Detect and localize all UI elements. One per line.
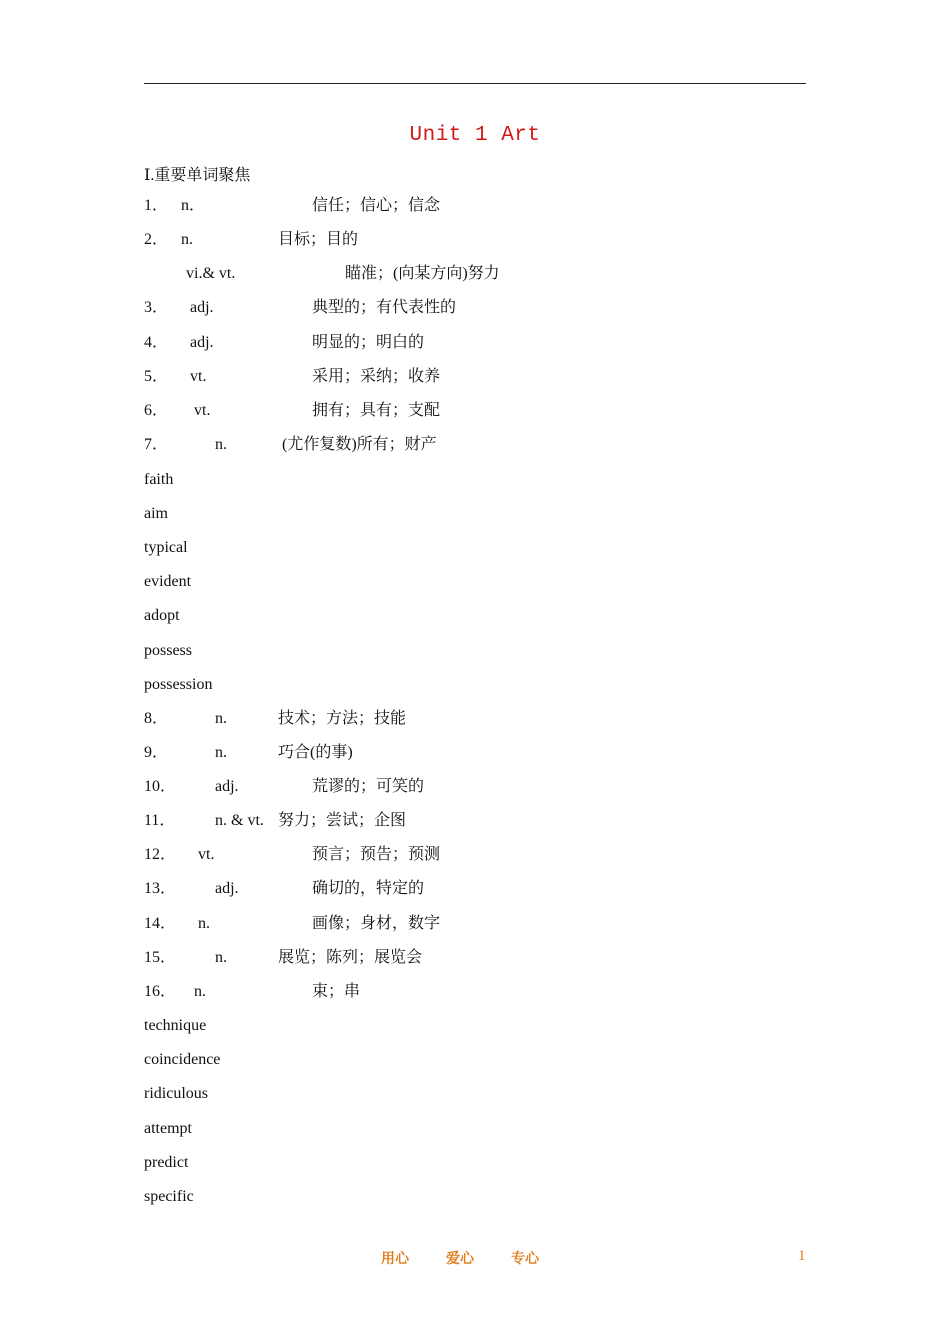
answer-word: adopt <box>144 607 180 624</box>
page-number: 1 <box>798 1248 806 1264</box>
answer-word: attempt <box>144 1120 192 1137</box>
vocab-entry-2 <box>0 229 950 251</box>
entry-meaning: 典型的；有代表性的 <box>312 299 457 316</box>
vocab-entry-15 <box>0 947 950 969</box>
entry-pos: adj. <box>190 334 214 351</box>
answer-word: aim <box>144 505 168 522</box>
document-title: Unit 1 Art <box>409 124 541 147</box>
entry-pos: adj. <box>190 299 214 316</box>
entry-number: 15． <box>144 949 177 966</box>
header-rule <box>144 83 806 84</box>
entry-pos: n. <box>181 231 193 248</box>
vocab-entry-8 <box>0 708 950 730</box>
entry-meaning: 目标；目的 <box>278 231 359 248</box>
entry-number: 5． <box>144 368 169 385</box>
answer-word: ridiculous <box>144 1085 208 1102</box>
entry-meaning: 信任；信心；信念 <box>312 197 441 214</box>
section-heading: Ⅰ.重要单词聚焦 <box>144 167 251 184</box>
entry-number: 12． <box>144 846 177 863</box>
entry-number: 7． <box>144 436 169 453</box>
vocab-entry-1 <box>0 195 950 217</box>
vocab-entry-2b <box>0 263 950 285</box>
entry-meaning: 预言；预告；预测 <box>312 846 441 863</box>
footer-slogan-2: 爱心 <box>446 1251 474 1267</box>
answer-word: possess <box>144 642 193 659</box>
entry-number: 13． <box>144 880 177 897</box>
entry-number: 16． <box>144 983 177 1000</box>
answer-word: evident <box>144 573 192 590</box>
entry-meaning: 明显的；明白的 <box>312 334 425 351</box>
entry-pos: n. <box>215 710 227 727</box>
entry-meaning: 瞄准；(向某方向)努力 <box>345 265 500 282</box>
entry-number: 6． <box>144 402 169 419</box>
vocab-entry-6 <box>0 400 950 422</box>
vocab-entry-16 <box>0 981 950 1003</box>
entry-meaning: 画像；身材，数字 <box>312 915 441 932</box>
entry-meaning: 巧合(的事) <box>278 744 353 761</box>
entry-pos: vt. <box>194 402 211 419</box>
entry-number: 11． <box>144 812 176 829</box>
answer-word: predict <box>144 1154 189 1171</box>
entry-meaning: 束；串 <box>312 983 361 1000</box>
entry-pos: vt. <box>190 368 207 385</box>
vocab-entry-14 <box>0 913 950 935</box>
entry-pos: adj. <box>215 778 239 795</box>
entry-pos: n. <box>194 983 206 1000</box>
entry-pos: adj. <box>215 880 239 897</box>
entry-meaning: 努力；尝试；企图 <box>278 812 407 829</box>
answer-word: specific <box>144 1188 194 1205</box>
entry-pos: n. <box>215 744 227 761</box>
entry-pos: n． <box>181 197 206 214</box>
entry-meaning: 确切的，特定的 <box>312 880 425 897</box>
footer-slogan-3: 专心 <box>511 1251 539 1267</box>
vocab-entry-3 <box>0 297 950 319</box>
entry-pos: n. <box>215 949 227 966</box>
entry-number: 9． <box>144 744 169 761</box>
answer-word: coincidence <box>144 1051 221 1068</box>
vocab-entry-4 <box>0 332 950 354</box>
answer-word: technique <box>144 1017 207 1034</box>
entry-pos: n. <box>198 915 210 932</box>
answer-word: typical <box>144 539 188 556</box>
entry-number: 8． <box>144 710 169 727</box>
entry-number: 10． <box>144 778 177 795</box>
entry-number: 4． <box>144 334 169 351</box>
entry-meaning: 采用；采纳；收养 <box>312 368 441 385</box>
vocab-entry-10 <box>0 776 950 798</box>
entry-pos: vt. <box>198 846 215 863</box>
entry-meaning: 拥有；具有；支配 <box>312 402 441 419</box>
entry-number: 1． <box>144 197 169 214</box>
entry-pos: n. & vt. <box>215 812 264 829</box>
vocab-entry-13 <box>0 878 950 900</box>
vocab-entry-7 <box>0 434 950 456</box>
entry-meaning: 荒谬的；可笑的 <box>312 778 425 795</box>
answer-word: faith <box>144 471 174 488</box>
entry-number: 14． <box>144 915 177 932</box>
vocab-entry-12 <box>0 844 950 866</box>
entry-meaning: (尤作复数)所有；财产 <box>282 436 437 453</box>
answer-word: possession <box>144 676 213 693</box>
entry-meaning: 技术；方法；技能 <box>278 710 407 727</box>
vocab-entry-5 <box>0 366 950 388</box>
footer-slogan-1: 用心 <box>381 1251 409 1267</box>
entry-pos: vi.& vt. <box>186 265 236 282</box>
vocab-entry-11 <box>0 810 950 832</box>
entry-pos: n. <box>215 436 227 453</box>
entry-number: 3． <box>144 299 169 316</box>
vocab-entry-9 <box>0 742 950 764</box>
entry-number: 2． <box>144 231 169 248</box>
entry-meaning: 展览；陈列；展览会 <box>278 949 423 966</box>
